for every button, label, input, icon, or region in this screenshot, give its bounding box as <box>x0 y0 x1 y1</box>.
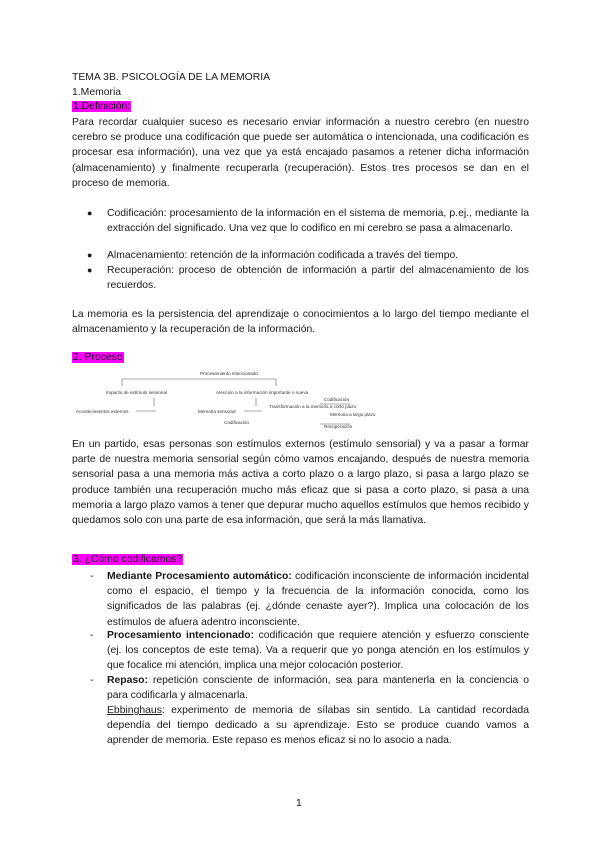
bullet-codificacion: Codificación: procesamiento de la información en el sistema de memoria, p.ej., mediante la extracción del significado. Una vez que lo codifico en mi cerebro se pasa a almacenarlo. <box>107 208 529 235</box>
dash-icon: - <box>90 675 94 686</box>
definicion-heading: 1.Definición: <box>73 101 131 112</box>
diagram-transfer: Transformación a la memoria a corto plazo <box>269 404 357 409</box>
codificamos-heading: 3. ¿Cómo codificamos? <box>73 554 183 565</box>
document-title: TEMA 3B. PSICOLOGÍA DE LA MEMORIA <box>72 72 271 83</box>
item-intencionado-text: codificación que requiere atención y esfuerzo consciente (ej. los conceptos de este tema). Va a requerir que yo ponga atención en los estímulos y que focalice mi atención, implica una mejor colocación posterior. <box>107 630 529 672</box>
dash-icon: - <box>90 630 94 641</box>
page-number: 1 <box>296 798 302 809</box>
ebbinghaus-name: Ebbinghaus <box>107 705 162 716</box>
proceso-paragraph: En un partido, esas personas son estímulos externos (estímulo sensorial) y va a pasar a formar parte de nuestra memoria sensorial según cómo vamos encajando, después de nuestra memoria sensorial pasa a una memoria más activa a corto plazo o a largo plazo, si pasa a largo plazo se produce también una recuperación mucho más eficaz que si pasa a corto plazo, si pasa a una memoria a largo plazo vamos a tener que depurar mucho aquellos estímulos que hemos recibido y quedamos solo con una parte de esa información, que será la más llamativa. <box>72 439 529 527</box>
item-automatico-text: codificación inconsciente de información incidental como el espacio, el tiempo y la frecuencia de la información conocida, como los significados de las palabras (ej. ¿dónde cenaste ayer?). Implica una colocación de los estímulos de afuera adentro inconsciente. <box>107 571 529 628</box>
proceso-heading: 2. Proceso <box>73 352 123 363</box>
bullet-almacenamiento: Almacenamiento: retención de la información codificada a través del tiempo. <box>107 250 459 261</box>
bullet-item <box>87 206 529 236</box>
list-item <box>90 673 529 703</box>
diagram-short-term: Memoria sensorial <box>198 409 236 414</box>
bullet-item <box>87 263 529 293</box>
memory-process-diagram <box>76 368 388 432</box>
bullet-icon: ● <box>87 208 93 218</box>
bullet-icon: ● <box>87 265 93 275</box>
diagram-long-term: Memoria a largo plazo <box>330 412 376 417</box>
diagram-top-label: Procesamiento intencionado <box>200 371 258 376</box>
item-intencionado-label: Procesamiento intencionado: <box>107 630 255 641</box>
dash-icon: - <box>90 571 94 582</box>
bullet-recuperacion: Recuperación: proceso de obtención de información a partir del almacenamiento de los recuerdos. <box>107 265 529 292</box>
item-repaso-label: Repaso: <box>107 675 148 686</box>
diagram-external-events: Acontecimientos externos <box>76 409 129 414</box>
item-repaso-text: repetición consciente de información, sea para mantenerla en la conciencia o para codificarla y almacenarla. <box>107 675 529 702</box>
bullet-item <box>87 248 529 263</box>
ebbinghaus-text: : experimento de memoria de sílabas sin sentido. La cantidad recordada dependía del tiempo dedicado a su aprendizaje. Esto se produce cuando vamos a aprender de memoria. Este repaso es menos eficaz si no lo asocio a nada. <box>107 705 529 747</box>
diagram-retrieval: Recuperación <box>324 424 353 429</box>
definicion-paragraph: Para recordar cualquier suceso es necesario enviar información a nuestro cerebro (en nuestro cerebro se produce una codificación que puede ser automática o intencionada, una codificación es procesar esa información), una vez que ya está encajado pasamos a retener dicha información (almacenamiento) y finalmente recuperarla (recuperación). Estos tres procesos se dan en el proceso de memoria. <box>72 117 529 189</box>
diagram-attention-label: Atención a la información importante o nueva <box>216 390 309 395</box>
section-memoria: 1.Memoria <box>72 87 122 98</box>
ebbinghaus-note <box>107 703 529 749</box>
item-automatico-label: Mediante Procesamiento automático: <box>107 571 292 582</box>
list-item <box>90 628 529 674</box>
list-item <box>90 569 529 630</box>
bullet-icon: ● <box>87 250 93 260</box>
diagram-sensory-label: Impacto de estímulo sensorial <box>106 390 168 395</box>
diagram-encoding: Codificación <box>224 420 250 425</box>
memoria-definition-paragraph: La memoria es la persistencia del aprendizaje o conocimientos a lo largo del tiempo mediante el almacenamiento y la recuperación de la información. <box>72 309 529 336</box>
diagram-encoding-2: Codificación <box>324 397 350 402</box>
